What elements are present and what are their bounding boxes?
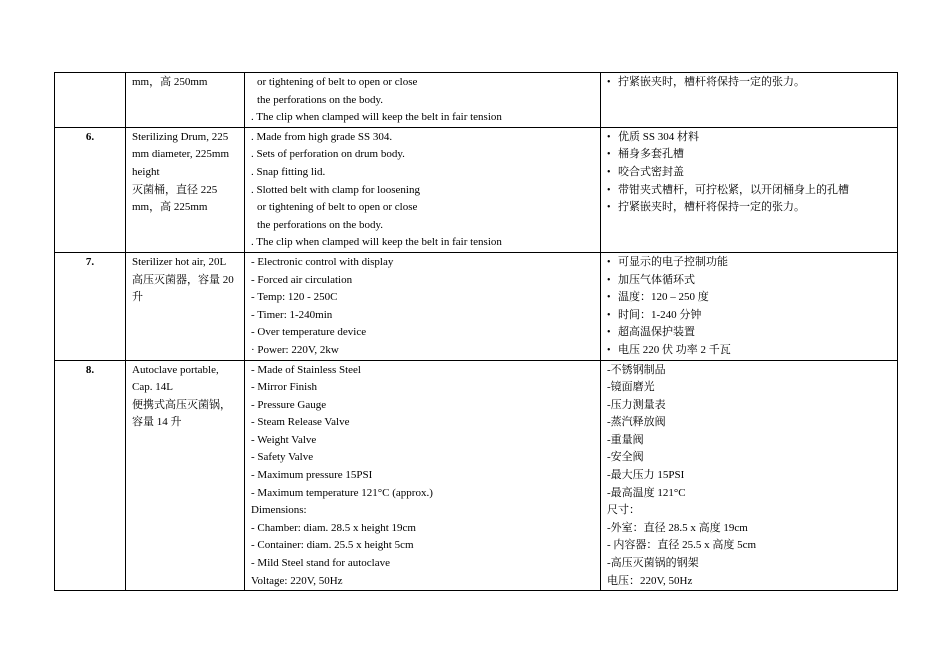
english-spec-line: or tightening of belt to open or close	[257, 76, 418, 88]
item-name-line: 便携式高压灭菌锅，	[132, 398, 231, 411]
english-spec-line: - Forced air circulation	[251, 273, 353, 286]
item-number-text: 6.	[85, 130, 95, 143]
english-spec-line: . The clip when clamped will keep the belt in fair tension	[251, 236, 502, 249]
chinese-spec-line: • 加压气体循环式	[607, 272, 891, 290]
item-name-line: Cap. 14L	[132, 381, 173, 394]
chinese-spec-line: • 电压 220 伏 功率 2 千瓦	[607, 342, 891, 360]
chinese-spec-line: -重量阀	[607, 433, 644, 446]
chinese-spec-line: - 内容器：直径 25.5 x 高度 5cm	[607, 539, 757, 552]
english-spec-line: the perforations on the body.	[257, 93, 384, 106]
item-number	[55, 252, 126, 360]
table-row	[55, 360, 898, 591]
english-spec-line: . Made from high grade SS 304.	[251, 130, 393, 143]
chinese-spec-line: -压力测量表	[607, 398, 666, 411]
chinese-spec-line: -高压灭菌锅的钢架	[607, 557, 699, 570]
english-spec-line: - Steam Release Valve	[251, 416, 350, 429]
chinese-spec-line: -不锈钢制品	[607, 363, 666, 376]
item-name-line: Sterilizing Drum, 225	[132, 130, 229, 143]
chinese-spec-cell	[601, 360, 898, 591]
item-name-line: 升	[132, 291, 143, 304]
english-spec-line: - Electronic control with display	[251, 255, 394, 268]
english-spec-line: Voltage: 220V, 50Hz	[251, 574, 343, 587]
item-number	[55, 127, 126, 252]
english-spec-line: . Slotted belt with clamp for loosening	[251, 183, 420, 196]
chinese-spec-line: -外室：直径 28.5 x 高度 19cm	[607, 521, 748, 534]
table-row	[55, 127, 898, 252]
item-number	[55, 73, 126, 128]
item-name-line: Autoclave portable,	[132, 363, 219, 376]
chinese-spec-line: 尺寸：	[607, 504, 640, 517]
chinese-spec-line: • 拧紧嵌夹时，槽杆将保持一定的张力。	[607, 199, 891, 217]
english-spec-line: . Sets of perforation on drum body.	[251, 148, 405, 161]
chinese-spec-cell	[601, 252, 898, 360]
item-name-line: 灭菌桶，直径 225	[132, 183, 218, 196]
table-row	[55, 73, 898, 128]
english-spec-line: - Container: diam. 25.5 x height 5cm	[251, 539, 414, 552]
item-name-line: mm diameter, 225mm	[132, 148, 230, 161]
english-spec-line: Dimensions:	[251, 504, 307, 517]
english-spec-line: - Maximum pressure 15PSI	[251, 469, 373, 482]
chinese-spec-cell	[601, 127, 898, 252]
chinese-spec-line: -最高温度 121°C	[607, 486, 686, 499]
chinese-spec-line: • 时间：1-240 分钟	[607, 307, 891, 325]
english-spec-cell	[245, 127, 601, 252]
chinese-spec-cell	[601, 73, 898, 128]
english-spec-line: - Safety Valve	[251, 451, 314, 464]
english-spec-line: - Temp: 120 - 250C	[251, 291, 338, 304]
english-spec-line: . Snap fitting lid.	[251, 165, 326, 178]
chinese-spec-line: -最大压力 15PSI	[607, 469, 685, 482]
chinese-spec-line: • 超高温保护装置	[607, 324, 891, 342]
chinese-spec-line: • 桶身多套孔槽	[607, 146, 891, 164]
item-number	[55, 360, 126, 591]
chinese-spec-line: • 可显示的电子控制功能	[607, 254, 891, 272]
english-spec-line: - Mirror Finish	[251, 381, 317, 394]
english-spec-line: - Timer: 1-240min	[251, 308, 333, 321]
english-spec-line: - Weight Valve	[251, 433, 317, 446]
english-spec-line: - Over temperature device	[251, 326, 367, 339]
item-name-cell	[126, 360, 245, 591]
chinese-spec-line: -安全阀	[607, 451, 644, 464]
english-spec-line: or tightening of belt to open or close	[257, 201, 418, 214]
chinese-spec-line: • 拧紧嵌夹时，槽杆将保持一定的张力。	[607, 74, 891, 92]
item-name-line: 高压灭菌器，容量 20	[132, 273, 234, 286]
item-name-line: mm，高 250mm	[132, 76, 208, 88]
item-name-cell	[126, 73, 245, 128]
english-spec-line: - Made of Stainless Steel	[251, 363, 361, 376]
chinese-spec-line: • 咬合式密封盖	[607, 164, 891, 182]
english-spec-line: - Chamber: diam. 28.5 x height 19cm	[251, 521, 416, 534]
chinese-spec-line: -蒸汽释放阀	[607, 416, 666, 429]
item-name-cell	[126, 252, 245, 360]
english-spec-line: . The clip when clamped will keep the belt in fair tension	[251, 111, 502, 124]
english-spec-cell	[245, 73, 601, 128]
item-name-line: 容量 14 升	[132, 416, 182, 429]
english-spec-line: the perforations on the body.	[257, 218, 384, 231]
english-spec-line: - Maximum temperature 121°C (approx.)	[251, 486, 433, 499]
english-spec-line: - Mild Steel stand for autoclave	[251, 557, 390, 570]
english-spec-line: · Power: 220V, 2kw	[251, 343, 339, 356]
specification-table	[54, 72, 898, 591]
chinese-spec-line: 电压：220V, 50Hz	[607, 574, 693, 587]
table-row	[55, 252, 898, 360]
item-name-line: Sterilizer hot air, 20L	[132, 255, 227, 268]
chinese-spec-line: • 优质 SS 304 材料	[607, 129, 891, 147]
specification-table-body	[55, 73, 898, 591]
english-spec-cell	[245, 360, 601, 591]
item-number-text: 8.	[85, 363, 95, 376]
item-number-text: 7.	[85, 255, 95, 268]
english-spec-cell	[245, 252, 601, 360]
english-spec-line: - Pressure Gauge	[251, 398, 327, 411]
chinese-spec-line: -镜面磨光	[607, 381, 655, 394]
item-name-line: height	[132, 165, 160, 178]
item-name-cell	[126, 127, 245, 252]
chinese-spec-line: • 带钳夹式槽杆，可拧松紧，以开闭桶身上的孔槽	[607, 182, 891, 200]
chinese-spec-line: • 温度：120 – 250 度	[607, 289, 891, 307]
item-name-line: mm，高 225mm	[132, 201, 208, 214]
